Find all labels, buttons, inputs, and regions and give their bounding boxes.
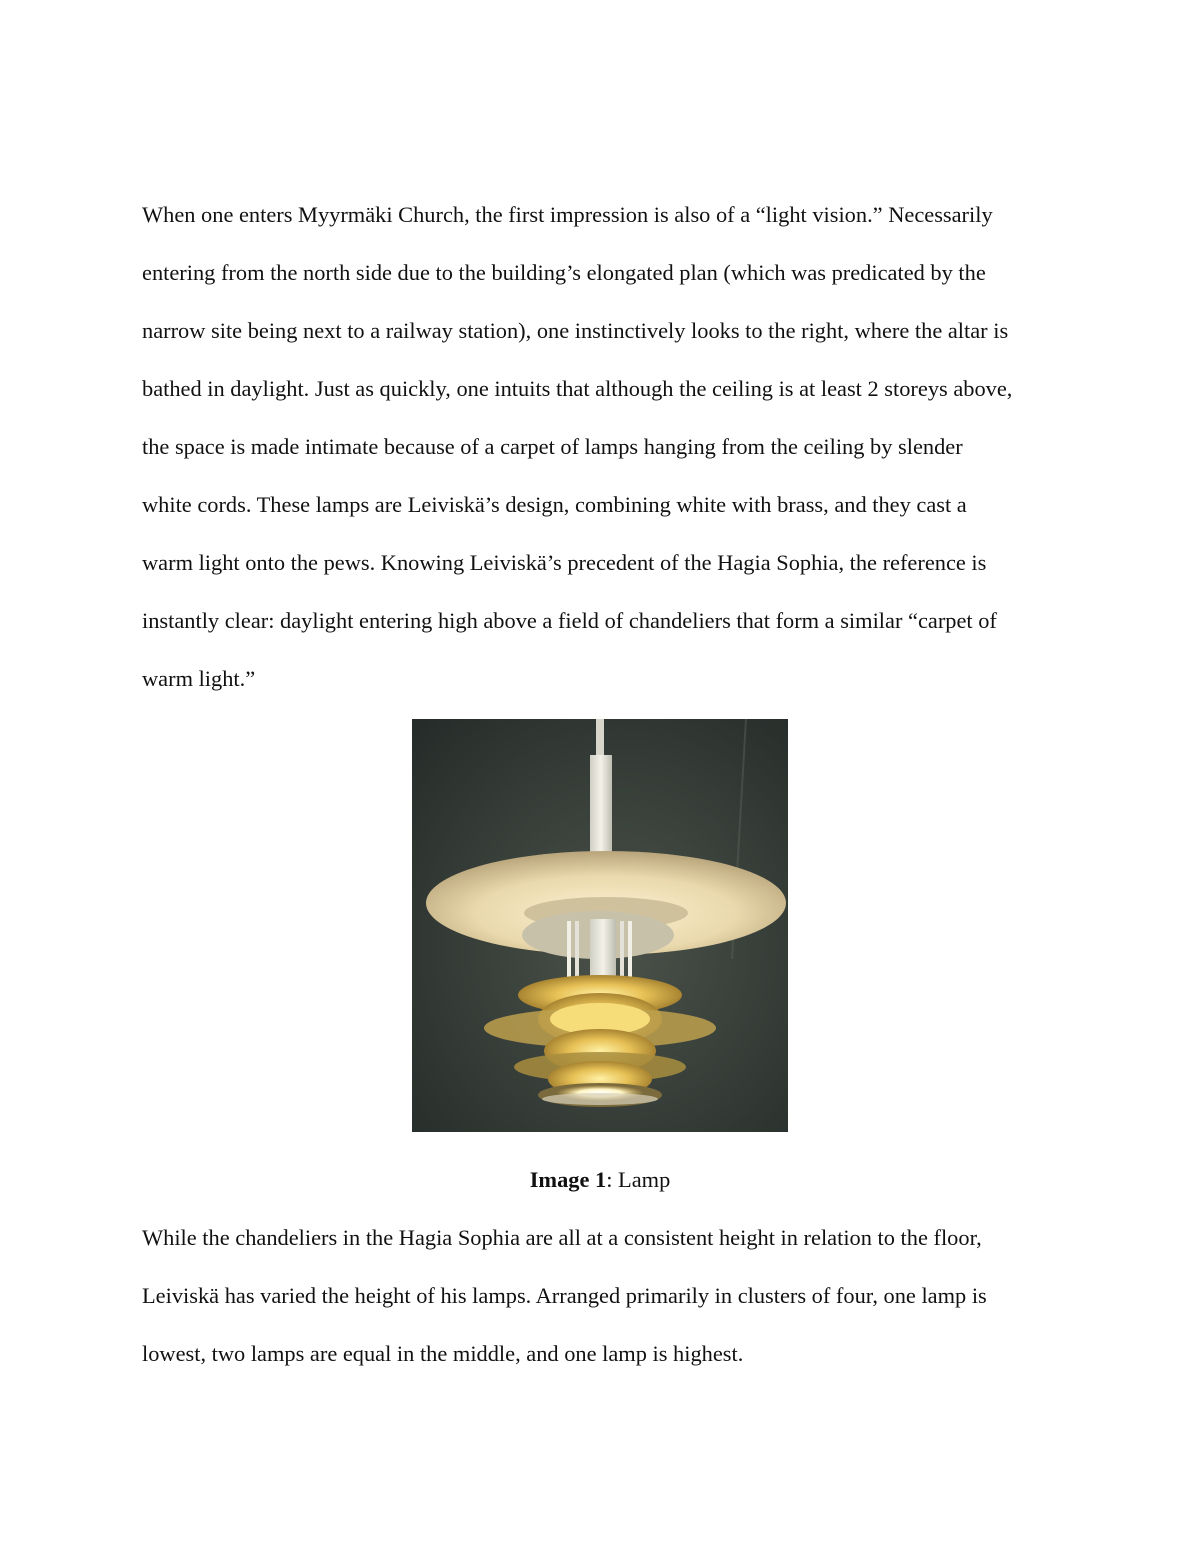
lamp-cord (596, 719, 604, 759)
paragraph-line: the space is made intimate because of a carpet of lamps hanging from the ceiling by slender (142, 434, 963, 459)
paragraph-line: narrow site being next to a railway station), one instinctively looks to the right, where the altar is (142, 318, 1009, 343)
paragraph-line: warm light onto the pews. Knowing Leiviskä’s precedent of the Hagia Sophia, the reference is (142, 550, 987, 575)
figure-caption-separator: : (606, 1167, 619, 1192)
paragraph-line: lowest, two lamps are equal in the middle, and one lamp is highest. (142, 1341, 744, 1366)
paragraph-line: entering from the north side due to the building’s elongated plan (which was predicated by the (142, 260, 986, 285)
lamp-photo (412, 719, 788, 1132)
pendant-lamp-illustration (412, 719, 788, 1132)
paragraph-line: white cords. These lamps are Leiviskä’s design, combining white with brass, and they cast a (142, 492, 967, 517)
paragraph-line: instantly clear: daylight entering high above a field of chandeliers that form a similar “carpet of (142, 608, 997, 633)
paragraph-myyrmaki-light-vision (142, 186, 1072, 708)
paragraph-line: While the chandeliers in the Hagia Sophia are all at a consistent height in relation to the floor, (142, 1225, 982, 1250)
paragraph-line: warm light.” (142, 666, 256, 691)
paragraph-line: bathed in daylight. Just as quickly, one intuits that although the ceiling is at least 2 storeys above, (142, 376, 1013, 401)
figure-caption-label: Image 1 (529, 1167, 607, 1192)
paragraph-line: Leiviskä has varied the height of his lamps. Arranged primarily in clusters of four, one lamp is (142, 1283, 987, 1308)
figure-caption (0, 1160, 1200, 1200)
figure-caption-text: Lamp (618, 1167, 671, 1192)
paragraph-lamp-heights (142, 1209, 1072, 1383)
paragraph-line: When one enters Myyrmäki Church, the first impression is also of a “light vision.” Necessarily (142, 202, 993, 227)
